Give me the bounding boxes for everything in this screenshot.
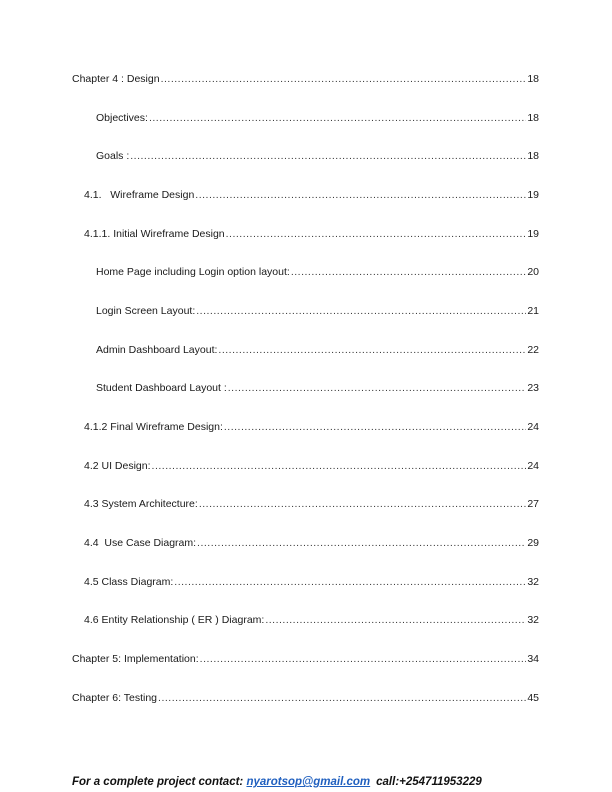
toc-page-number: 21: [527, 305, 539, 317]
dot-leader: [158, 692, 526, 705]
toc-entry-goals[interactable]: [96, 150, 539, 163]
dot-leader: [200, 653, 527, 666]
toc-page-number: 24: [527, 421, 539, 433]
toc-entry-4-5-class-diagram[interactable]: [84, 576, 539, 589]
toc-page-number: 29: [527, 537, 539, 549]
dot-leader: [291, 266, 527, 279]
toc-entry-label: 4.6 Entity Relationship ( ER ) Diagram:: [84, 614, 265, 626]
toc-entry-label: 4.4 Use Case Diagram:: [84, 537, 197, 549]
toc-entry-login-screen-layout[interactable]: [96, 305, 539, 318]
toc-page-number: 24: [527, 460, 539, 472]
toc-entry-student-dashboard-layout[interactable]: [96, 382, 539, 395]
toc-page-number: 18: [527, 73, 539, 85]
dot-leader: [228, 382, 527, 395]
toc-page-number: 22: [527, 344, 539, 356]
toc-entry-4-2-ui-design[interactable]: [84, 460, 539, 473]
dot-leader: [226, 228, 527, 241]
toc-entry-chapter-6[interactable]: [72, 692, 539, 705]
toc-entry-4-1-wireframe-design[interactable]: [84, 189, 539, 202]
toc-entry-label: Chapter 5: Implementation:: [72, 653, 199, 665]
toc-entry-label: 4.1.1. Initial Wireframe Design: [84, 228, 225, 240]
footer-prefix: For a complete project contact:: [72, 776, 247, 788]
toc-page-number: 19: [527, 189, 539, 201]
toc-entry-label: Student Dashboard Layout :: [96, 382, 227, 394]
toc-entry-label: Home Page including Login option layout:: [96, 266, 290, 278]
toc-page-number: 18: [527, 150, 539, 162]
dot-leader: [218, 344, 526, 357]
toc-entry-4-3-system-architecture[interactable]: [84, 498, 539, 511]
toc-page-number: 27: [527, 498, 539, 510]
toc-entry-chapter-5[interactable]: [72, 653, 539, 666]
toc-page-number: 20: [527, 266, 539, 278]
toc-entry-label: Login Screen Layout:: [96, 305, 196, 317]
contact-footer: [72, 776, 482, 788]
toc-entry-label: Objectives:: [96, 112, 148, 124]
toc-entry-label: 4.3 System Architecture:: [84, 498, 198, 510]
toc-entry-label: 4.5 Class Diagram:: [84, 576, 174, 588]
toc-entry-label: Admin Dashboard Layout:: [96, 344, 218, 356]
dot-leader: [161, 73, 527, 86]
dot-leader: [196, 305, 526, 318]
toc-page-number: 34: [527, 653, 539, 665]
toc-page-number: 19: [527, 228, 539, 240]
toc-entry-label: Chapter 6: Testing: [72, 692, 158, 704]
toc-page-number: 32: [527, 576, 539, 588]
toc-entry-4-1-2-final-wireframe[interactable]: [84, 421, 539, 434]
dot-leader: [149, 112, 526, 125]
toc-entry-admin-dashboard-layout[interactable]: [96, 344, 539, 357]
dot-leader: [174, 576, 526, 589]
toc-entry-objectives[interactable]: [96, 112, 539, 125]
toc-entry-label: Goals :: [96, 150, 130, 162]
toc-entry-home-page-layout[interactable]: [96, 266, 539, 279]
toc-entry-chapter-4[interactable]: [72, 73, 539, 86]
toc-entry-4-4-use-case-diagram[interactable]: [84, 537, 539, 550]
dot-leader: [195, 189, 526, 202]
dot-leader: [130, 150, 526, 163]
toc-entry-label: 4.2 UI Design:: [84, 460, 151, 472]
toc-page-number: 32: [527, 614, 539, 626]
dot-leader: [199, 498, 527, 511]
toc-entry-label: 4.1. Wireframe Design: [84, 189, 195, 201]
toc-entry-label: Chapter 4 : Design: [72, 73, 160, 85]
email-link[interactable]: nyarotsop@gmail.com: [246, 776, 371, 788]
dot-leader: [197, 537, 526, 550]
dot-leader: [265, 614, 526, 627]
toc-entry-label: 4.1.2 Final Wireframe Design:: [84, 421, 223, 433]
dot-leader: [152, 460, 527, 473]
dot-leader: [224, 421, 526, 434]
toc-page-number: 23: [527, 382, 539, 394]
toc-page-number: 18: [527, 112, 539, 124]
toc-entry-4-1-1-initial-wireframe[interactable]: [84, 228, 539, 241]
toc-entry-4-6-er-diagram[interactable]: [84, 614, 539, 627]
footer-phone: call:+254711953229: [376, 776, 482, 788]
toc-page-number: 45: [527, 692, 539, 704]
